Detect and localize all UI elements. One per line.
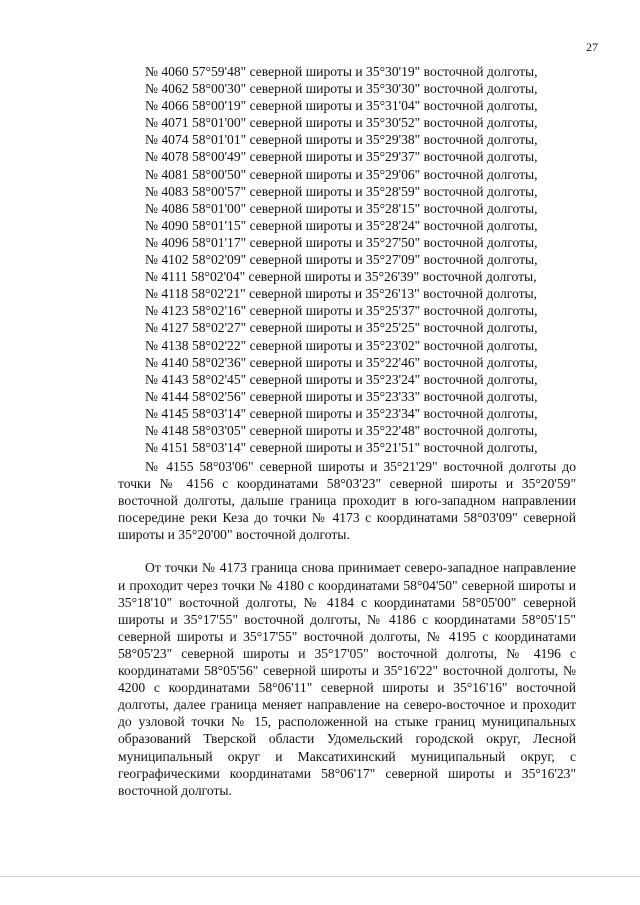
coordinate-line: № 4118 58°02'21" северной широты и 35°26'13" восточной долготы,	[145, 286, 538, 302]
coordinate-line: № 4083 58°00'57" северной широты и 35°28'59" восточной долготы,	[145, 183, 538, 199]
coordinate-line: № 4071 58°01'00" северной широты и 35°30'52" восточной долготы,	[145, 115, 538, 131]
coordinate-line: № 4111 58°02'04" северной широты и 35°26'39" восточной долготы,	[145, 269, 537, 285]
coordinate-line: № 4127 58°02'27" северной широты и 35°25'25" восточной долготы,	[145, 320, 538, 336]
coordinate-line: № 4102 58°02'09" северной широты и 35°27'09" восточной долготы,	[145, 252, 538, 268]
coordinate-line: № 4096 58°01'17" северной широты и 35°27'50" восточной долготы,	[145, 234, 538, 250]
coordinate-line: № 4143 58°02'45" северной широты и 35°23'24" восточной долготы,	[145, 371, 538, 387]
coordinate-line: № 4145 58°03'14" северной широты и 35°23'34" восточной долготы,	[145, 405, 538, 421]
coordinate-line: № 4140 58°02'36" северной широты и 35°22'46" восточной долготы,	[145, 354, 538, 370]
paragraph: От точки № 4173 граница снова принимает северо-западное направление и проходит через точки № 4180 с координатами 58°04'50" северной широты и 35°18'10" восточной долготы, № 4184 с координатами 58°05'00" северной широты и 35°17'55" восточной долготы, № 4186 с координатами 58°05'15" северной широты и 35°17'55" восточной долготы, № 4195 с координатами 58°05'23" северной широты и 35°17'05" восточной долготы, № 4196 с координатами 58°05'56" северной широты и 35°16'22" восточной долготы, № 4200 с координатами 58°06'11" северной широты и 35°16'16" восточной долготы, далее граница меняет направление на северо-восточное и проходит до узловой точки № 15, расположенной на стыке границ муниципальных образований Тверской области Удомельский городской округ, Лесной муниципальный округ и Максатихинский муниципальный округ, с географическими координатами 58°06'17" северной широты и 35°16'23" восточной долготы.	[118, 560, 576, 798]
body-text	[118, 458, 576, 799]
page-number: 27	[586, 40, 598, 54]
coordinate-line: № 4138 58°02'22" северной широты и 35°23'02" восточной долготы,	[145, 337, 538, 353]
coordinate-line: № 4081 58°00'50" северной широты и 35°29'06" восточной долготы,	[145, 166, 538, 182]
coordinate-line: № 4151 58°03'14" северной широты и 35°21'51" восточной долготы,	[145, 440, 538, 456]
coordinate-line: № 4062 58°00'30" северной широты и 35°30'30" восточной долготы,	[145, 81, 538, 97]
page-bottom-divider	[0, 876, 640, 877]
coordinate-list	[145, 63, 538, 456]
coordinate-line: № 4123 58°02'16" северной широты и 35°25'37" восточной долготы,	[145, 303, 538, 319]
coordinate-line: № 4066 58°00'19" северной широты и 35°31'04" восточной долготы,	[145, 98, 538, 114]
paragraph: № 4155 58°03'06" северной широты и 35°21'29" восточной долготы до точки № 4156 с координатами 58°03'23" северной широты и 35°20'59" восточной долготы, дальше граница проходит в юго-западном направлении посередине реки Кеза до точки № 4173 с координатами 58°03'09" северной широты и 35°20'00" восточной долготы.	[118, 459, 576, 543]
coordinate-line: № 4086 58°01'00" северной широты и 35°28'15" восточной долготы,	[145, 200, 538, 216]
coordinate-line: № 4074 58°01'01" северной широты и 35°29'38" восточной долготы,	[145, 132, 538, 148]
coordinate-line: № 4144 58°02'56" северной широты и 35°23'33" восточной долготы,	[145, 388, 538, 404]
coordinate-line: № 4148 58°03'05" северной широты и 35°22'48" восточной долготы,	[145, 422, 538, 438]
coordinate-line: № 4078 58°00'49" северной широты и 35°29'37" восточной долготы,	[145, 149, 538, 165]
coordinate-line: № 4060 57°59'48" северной широты и 35°30'19" восточной долготы,	[145, 64, 538, 79]
coordinate-line: № 4090 58°01'15" северной широты и 35°28'24" восточной долготы,	[145, 217, 538, 233]
